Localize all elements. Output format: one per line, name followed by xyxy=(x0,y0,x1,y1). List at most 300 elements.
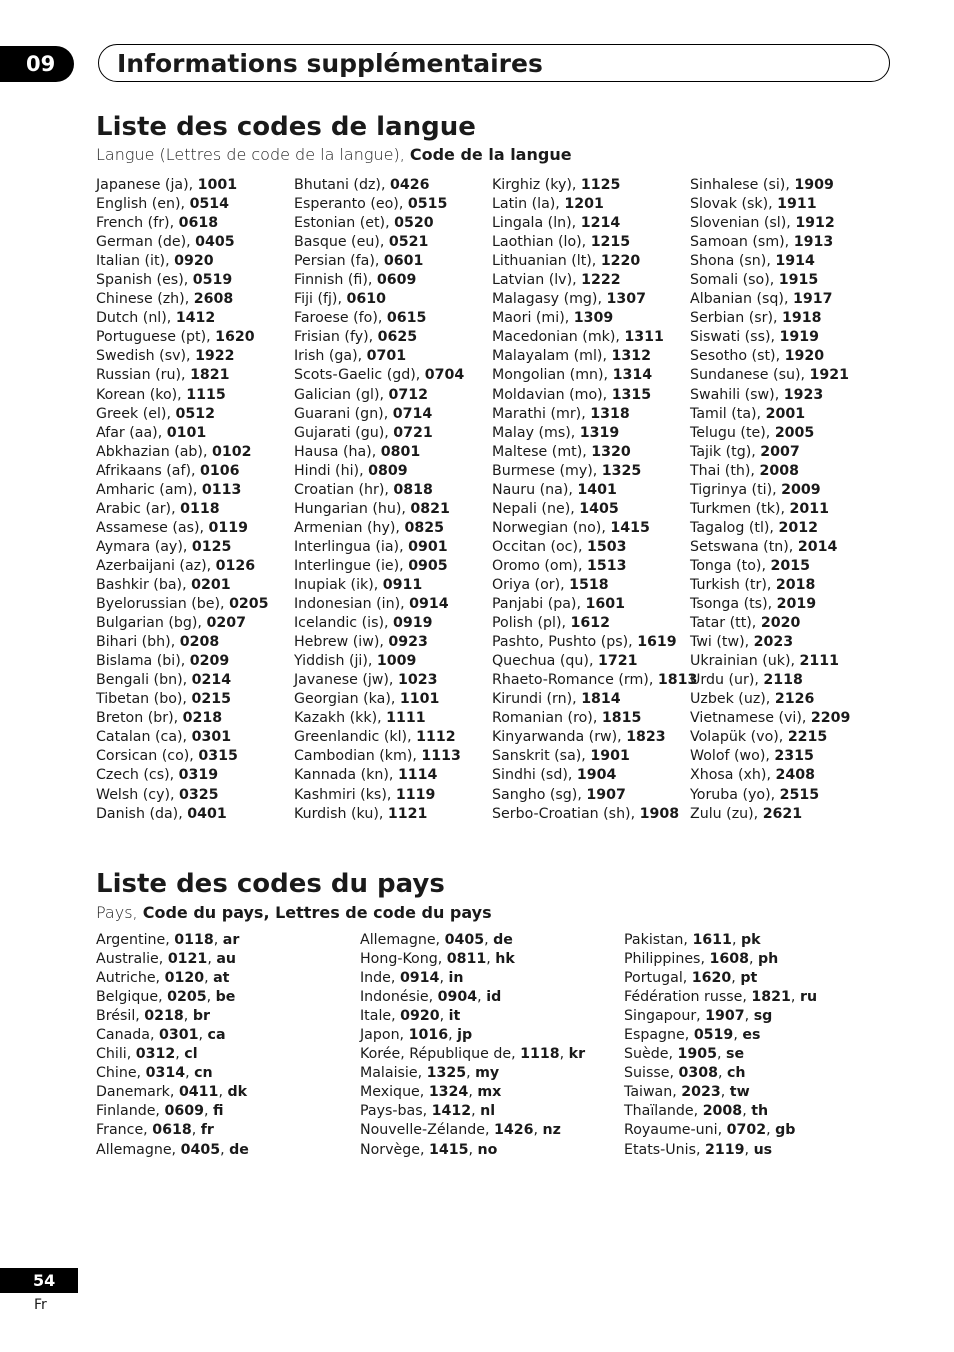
country-letters: dk xyxy=(227,1084,248,1101)
language-code-item xyxy=(492,709,697,728)
country-name: Norvège, xyxy=(360,1141,430,1158)
language-code: 0519 xyxy=(192,272,233,289)
country-code-item: Indonésie, 0904, id xyxy=(360,989,502,1006)
country-letters: ph xyxy=(758,951,779,968)
language-code: 0205 xyxy=(229,596,269,613)
language-code: 1918 xyxy=(782,310,822,327)
language-code-item xyxy=(492,728,697,747)
language-name: Greek (el), xyxy=(96,405,176,422)
language-name: Indonesian (in), xyxy=(294,596,410,613)
language-code-item xyxy=(294,386,464,405)
language-code-item xyxy=(294,728,464,747)
language-code-item xyxy=(690,386,850,405)
country-code: 0118 xyxy=(174,932,214,948)
language-name: Korean (ko), xyxy=(96,386,187,403)
language-name: Albanian (sq), xyxy=(690,291,793,308)
language-code: 1601 xyxy=(585,596,625,613)
country-code: 0301 xyxy=(159,1027,199,1044)
language-name: Afar (aa), xyxy=(96,424,167,441)
country-code-item: Nouvelle-Zélande, 1426, nz xyxy=(360,1122,561,1139)
language-code: 2007 xyxy=(760,443,800,460)
country-code-item: Argentine, 0118, ar xyxy=(96,932,240,948)
country-letters: fi xyxy=(212,1103,224,1120)
country-letters: kr xyxy=(568,1046,586,1063)
language-column-3 xyxy=(492,176,697,824)
language-code: 0208 xyxy=(179,634,220,651)
language-code: 2023 xyxy=(753,634,794,651)
country-code-item: Korée, République de, 1118, kr xyxy=(360,1046,586,1063)
language-code: 1922 xyxy=(195,348,235,365)
language-code-item xyxy=(690,519,850,538)
language-code: 2005 xyxy=(774,424,815,441)
country-code-item: Canada, 0301, ca xyxy=(96,1027,226,1044)
language-code-item xyxy=(294,347,464,366)
country-code-item: Norvège, 1415, no xyxy=(360,1141,498,1158)
language-name: Burmese (my), xyxy=(492,462,602,479)
language-name: Romanian (ro), xyxy=(492,710,602,727)
country-letters: cn xyxy=(194,1065,213,1082)
language-code-item xyxy=(294,252,464,271)
language-name: Frisian (fy), xyxy=(294,329,378,346)
language-code: 1912 xyxy=(795,215,835,232)
language-name: Welsh (cy), xyxy=(96,786,180,803)
language-code-item xyxy=(492,290,697,309)
language-name: Kinyarwanda (rw), xyxy=(492,729,627,746)
language-name: Yiddish (ji), xyxy=(294,653,377,670)
language-code: 0809 xyxy=(368,462,408,479)
country-letters: my xyxy=(475,1065,500,1082)
language-name: Bislama (bi), xyxy=(96,653,190,670)
country-code: 0120 xyxy=(164,970,205,987)
language-name: Tsonga (ts), xyxy=(690,596,777,613)
language-code: 1023 xyxy=(397,672,438,689)
language-column-2 xyxy=(294,176,464,824)
language-name: Lithuanian (lt), xyxy=(492,253,601,270)
country-code: 1907 xyxy=(705,1008,745,1025)
language-name: Tagalog (tl), xyxy=(690,519,779,536)
language-name: Latin (la), xyxy=(492,196,565,213)
language-name: Malayalam (ml), xyxy=(492,348,612,365)
country-code-item: Espagne, 0519, es xyxy=(624,1027,761,1044)
language-name: Dutch (nl), xyxy=(96,310,176,327)
language-code-item xyxy=(690,786,850,805)
language-code: 1113 xyxy=(421,748,461,765)
language-code-item xyxy=(96,252,269,271)
country-code-item: Finlande, 0609, fi xyxy=(96,1103,224,1120)
language-code: 2001 xyxy=(765,405,806,422)
language-code: 2014 xyxy=(797,538,838,555)
language-code-item xyxy=(492,690,697,709)
country-code: 1016 xyxy=(408,1027,449,1044)
language-code-item xyxy=(690,576,850,595)
language-code-item xyxy=(96,709,269,728)
language-code: 1320 xyxy=(591,443,631,460)
language-name: Xhosa (xh), xyxy=(690,767,776,784)
language-name: Bhutani (dz), xyxy=(294,177,390,193)
language-code: 1920 xyxy=(784,348,825,365)
language-name: Sindhi (sd), xyxy=(492,767,577,784)
language-code-item xyxy=(492,252,697,271)
language-code: 1114 xyxy=(397,767,438,784)
language-code-item xyxy=(96,766,269,785)
language-code: 0920 xyxy=(174,253,214,270)
country-letters: hk xyxy=(495,951,515,968)
language-name: Somali (so), xyxy=(690,272,779,289)
language-name: Interlingue (ie), xyxy=(294,557,409,574)
language-code-item xyxy=(96,462,269,481)
language-code-item xyxy=(492,633,697,652)
language-name: Polish (pl), xyxy=(492,615,571,632)
language-name: Abkhazian (ab), xyxy=(96,443,212,460)
language-code-item xyxy=(294,195,464,214)
language-code: 0901 xyxy=(408,538,448,555)
country-code-item: Taiwan, 2023, tw xyxy=(624,1084,750,1101)
language-code: 1907 xyxy=(586,786,626,803)
language-name: Corsican (co), xyxy=(96,748,199,765)
language-name: Tigrinya (ti), xyxy=(690,481,782,498)
language-code-item xyxy=(96,652,269,671)
language-name: Bengali (bn), xyxy=(96,672,192,689)
language-code: 1001 xyxy=(197,177,238,193)
language-code: 0106 xyxy=(200,462,240,479)
language-code: 2018 xyxy=(775,576,816,593)
language-code-item xyxy=(294,671,464,690)
country-code-item: Autriche, 0120, at xyxy=(96,970,230,987)
language-code-item xyxy=(690,538,850,557)
country-name: Brésil, xyxy=(96,1008,145,1025)
language-name: Esperanto (eo), xyxy=(294,196,408,213)
language-code-item xyxy=(492,805,697,824)
language-code: 1125 xyxy=(580,177,621,193)
country-code: 0218 xyxy=(144,1008,184,1025)
language-name: Occitan (oc), xyxy=(492,538,588,555)
language-name: German (de), xyxy=(96,234,196,251)
language-code: 2118 xyxy=(763,672,803,689)
language-code-item xyxy=(690,424,850,443)
language-name: Laothian (lo), xyxy=(492,234,591,251)
country-letters: nz xyxy=(542,1122,561,1139)
language-name: Croatian (hr), xyxy=(294,481,394,498)
language-code-item xyxy=(96,576,269,595)
country-code-item: Etats-Unis, 2119, us xyxy=(624,1141,773,1158)
language-code-item xyxy=(690,500,850,519)
language-name: Latvian (lv), xyxy=(492,272,582,289)
country-name: Royaume-uni, xyxy=(624,1122,727,1139)
country-name: Belgique, xyxy=(96,989,168,1006)
language-name: Persian (fa), xyxy=(294,253,384,270)
language-name: Russian (ru), xyxy=(96,367,191,384)
language-code: 2019 xyxy=(776,596,817,613)
language-code: 0113 xyxy=(201,481,242,498)
language-code-item xyxy=(294,709,464,728)
language-name: Scots-Gaelic (gd), xyxy=(294,367,425,384)
country-code: 0314 xyxy=(145,1065,186,1082)
language-name: Faroese (fo), xyxy=(294,310,387,327)
language-code-item xyxy=(492,500,697,519)
language-code: 1309 xyxy=(573,310,614,327)
language-code-item xyxy=(690,557,850,576)
language-code-item xyxy=(690,481,850,500)
language-code-item xyxy=(690,614,850,633)
language-code-item xyxy=(294,652,464,671)
country-code: 0519 xyxy=(693,1027,734,1044)
language-name: Fiji (fj), xyxy=(294,291,347,308)
country-code: 2119 xyxy=(705,1141,745,1158)
language-name: Icelandic (is), xyxy=(294,615,394,632)
country-name: Itale, xyxy=(360,1008,401,1025)
language-name: Afrikaans (af), xyxy=(96,462,200,479)
language-name: Panjabi (pa), xyxy=(492,596,586,613)
country-letters: id xyxy=(486,989,502,1006)
country-code-item: Thaïlande, 2008, th xyxy=(624,1103,769,1120)
country-code-item: Fédération russe, 1821, ru xyxy=(624,989,818,1006)
language-name: Nepali (ne), xyxy=(492,500,580,517)
language-name: Quechua (qu), xyxy=(492,653,598,670)
language-code: 0821 xyxy=(410,500,450,517)
country-letters: ar xyxy=(222,932,240,948)
country-name: Pays-bas, xyxy=(360,1103,432,1120)
country-code: 0618 xyxy=(152,1122,192,1139)
language-code-item xyxy=(294,690,464,709)
language-code-item xyxy=(294,214,464,233)
language-code: 0721 xyxy=(393,424,433,441)
language-code-item xyxy=(690,690,850,709)
language-code-item xyxy=(294,614,464,633)
country-code: 2008 xyxy=(702,1103,743,1120)
language-code-item xyxy=(690,347,850,366)
language-code-item xyxy=(492,614,697,633)
country-code: 1426 xyxy=(493,1122,534,1139)
country-name: Argentine, xyxy=(96,932,175,948)
country-codes-subtitle xyxy=(96,903,492,923)
language-name: Chinese (zh), xyxy=(96,291,194,308)
country-code-item: Allemagne, 0405, de xyxy=(360,932,513,948)
language-name: Volapük (vo), xyxy=(690,729,788,746)
language-name: Azerbaijani (az), xyxy=(96,557,216,574)
language-name: Ukrainian (uk), xyxy=(690,653,800,670)
country-code-item: Singapour, 1907, sg xyxy=(624,1008,773,1025)
country-code: 1821 xyxy=(751,989,791,1006)
language-code: 1119 xyxy=(395,786,436,803)
language-code-item xyxy=(294,500,464,519)
language-code-item xyxy=(96,347,269,366)
language-code: 1314 xyxy=(612,367,653,384)
language-name: Aymara (ay), xyxy=(96,538,192,555)
language-code-item xyxy=(96,786,269,805)
language-code: 1921 xyxy=(809,367,850,384)
language-code-item xyxy=(690,271,850,290)
language-name: Vietnamese (vi), xyxy=(690,710,811,727)
country-code-item: Inde, 0914, in xyxy=(360,970,464,987)
country-letters: be xyxy=(215,989,236,1006)
language-name: Hausa (ha), xyxy=(294,443,381,460)
country-letters: ca xyxy=(207,1027,226,1044)
country-column-1 xyxy=(96,931,249,1160)
language-code-item xyxy=(492,462,697,481)
language-code-item xyxy=(96,386,269,405)
language-code-item xyxy=(690,309,850,328)
language-name: Amharic (am), xyxy=(96,481,202,498)
country-code: 1415 xyxy=(429,1141,469,1158)
language-code: 1915 xyxy=(778,272,819,289)
language-code-item xyxy=(492,786,697,805)
language-code-item xyxy=(690,462,850,481)
language-name: Assamese (as), xyxy=(96,519,209,536)
country-code-item: Australie, 0121, au xyxy=(96,951,237,968)
language-code-item xyxy=(492,176,697,195)
language-code-item xyxy=(294,443,464,462)
language-code: 2011 xyxy=(789,500,829,517)
language-code: 0625 xyxy=(377,329,418,346)
country-letters: no xyxy=(477,1141,498,1158)
language-code-item xyxy=(492,386,697,405)
language-code: 1009 xyxy=(376,653,417,670)
country-name: Singapour, xyxy=(624,1008,706,1025)
language-code: 1909 xyxy=(794,177,834,193)
country-letters: cl xyxy=(184,1046,198,1063)
language-code: 1911 xyxy=(777,196,817,213)
country-code-item: Suède, 1905, se xyxy=(624,1046,745,1063)
language-code-item xyxy=(492,366,697,385)
language-code-item xyxy=(294,519,464,538)
language-code: 0704 xyxy=(424,367,465,384)
language-code: 0701 xyxy=(366,348,407,365)
language-code: 0214 xyxy=(191,672,232,689)
language-name: Rhaeto-Romance (rm), xyxy=(492,672,658,689)
language-name: Oriya (or), xyxy=(492,576,570,593)
language-code: 1312 xyxy=(611,348,651,365)
language-code: 0905 xyxy=(408,557,448,574)
language-name: Kazakh (kk), xyxy=(294,710,387,727)
language-name: English (en), xyxy=(96,196,190,213)
language-code: 0315 xyxy=(198,748,238,765)
language-code: 0118 xyxy=(180,500,220,517)
language-code-item xyxy=(96,271,269,290)
language-code: 2111 xyxy=(799,653,839,670)
country-code-item: Royaume-uni, 0702, gb xyxy=(624,1122,796,1139)
language-name: Tajik (tg), xyxy=(690,443,761,460)
language-name: Tonga (to), xyxy=(690,557,771,574)
language-code: 2515 xyxy=(779,786,820,803)
country-code-item: Danemark, 0411, dk xyxy=(96,1084,248,1101)
chapter-title-frame xyxy=(98,44,890,82)
language-code-item xyxy=(96,481,269,500)
language-code: 2608 xyxy=(193,291,234,308)
language-code-item xyxy=(492,652,697,671)
language-code-item xyxy=(96,443,269,462)
country-letters: it xyxy=(448,1008,461,1025)
language-name: Thai (th), xyxy=(690,462,760,479)
country-name: Inde, xyxy=(360,970,400,987)
country-column-3 xyxy=(624,931,817,1160)
country-code-item: Chili, 0312, cl xyxy=(96,1046,198,1063)
language-name: Twi (tw), xyxy=(690,634,754,651)
language-code-item xyxy=(492,405,697,424)
country-letters: fr xyxy=(200,1122,214,1139)
country-code-item: Suisse, 0308, ch xyxy=(624,1065,746,1082)
language-name: Gujarati (gu), xyxy=(294,424,394,441)
language-name: Setswana (tn), xyxy=(690,538,798,555)
country-code: 1905 xyxy=(677,1046,717,1063)
language-name: Tamil (ta), xyxy=(690,405,766,422)
language-code: 1923 xyxy=(783,386,824,403)
language-name: Malagasy (mg), xyxy=(492,291,607,308)
language-code: 1201 xyxy=(564,196,604,213)
language-code: 0405 xyxy=(195,234,235,251)
language-code: 0301 xyxy=(191,729,232,746)
language-code-item xyxy=(96,500,269,519)
language-code-item xyxy=(492,424,697,443)
country-code-item: Pays-bas, 1412, nl xyxy=(360,1103,496,1120)
language-name: Maori (mi), xyxy=(492,310,574,327)
language-code-item xyxy=(492,481,697,500)
language-code-item xyxy=(96,176,269,195)
country-name: Thaïlande, xyxy=(624,1103,703,1120)
country-name: Philippines, xyxy=(624,951,710,968)
language-code: 0209 xyxy=(189,653,230,670)
country-name: Allemagne, xyxy=(360,932,445,948)
language-code-item xyxy=(492,328,697,347)
language-code-item xyxy=(690,747,850,766)
language-code: 0520 xyxy=(394,215,434,232)
language-code: 2621 xyxy=(762,805,803,822)
country-name: Suède, xyxy=(624,1046,678,1063)
language-code: 1101 xyxy=(399,691,440,708)
language-code: 0201 xyxy=(191,576,231,593)
language-code-item xyxy=(294,271,464,290)
country-code: 2023 xyxy=(681,1084,721,1101)
language-code: 1518 xyxy=(569,576,609,593)
language-code: 0801 xyxy=(380,443,421,460)
language-name: Byelorussian (be), xyxy=(96,596,230,613)
language-name: Nauru (na), xyxy=(492,481,578,498)
language-name: Moldavian (mo), xyxy=(492,386,612,403)
language-code-item xyxy=(492,557,697,576)
language-name: Hindi (hi), xyxy=(294,462,369,479)
language-name: Samoan (sm), xyxy=(690,234,794,251)
language-name: Galician (gl), xyxy=(294,386,389,403)
language-code-item xyxy=(492,271,697,290)
language-code: 0923 xyxy=(388,634,428,651)
language-name: Marathi (mr), xyxy=(492,405,591,422)
language-code: 0609 xyxy=(376,272,417,289)
country-letters: tw xyxy=(729,1084,750,1101)
language-code-item xyxy=(690,233,850,252)
country-column-2 xyxy=(360,931,585,1160)
language-code-item xyxy=(96,214,269,233)
language-name: Javanese (jw), xyxy=(294,672,398,689)
language-name: Hebrew (iw), xyxy=(294,634,389,651)
country-codes-title: Liste des codes du pays xyxy=(96,869,445,899)
language-code-item xyxy=(96,366,269,385)
country-code: 0121 xyxy=(167,951,208,968)
language-name: Bulgarian (bg), xyxy=(96,615,207,632)
country-code-item: Malaisie, 1325, my xyxy=(360,1065,500,1082)
country-name: Pakistan, xyxy=(624,932,693,948)
language-code: 0102 xyxy=(212,443,252,460)
language-code-item xyxy=(294,747,464,766)
country-code: 1325 xyxy=(426,1065,467,1082)
language-name: Kannada (kn), xyxy=(294,767,398,784)
country-code: 1324 xyxy=(428,1084,469,1101)
country-name: Mexique, xyxy=(360,1084,429,1101)
language-code: 0514 xyxy=(189,196,230,213)
language-code-item xyxy=(96,519,269,538)
language-code: 1815 xyxy=(601,710,642,727)
language-code: 1121 xyxy=(387,805,428,822)
country-code-item: Japon, 1016, jp xyxy=(360,1027,473,1044)
country-code: 1611 xyxy=(692,932,732,948)
